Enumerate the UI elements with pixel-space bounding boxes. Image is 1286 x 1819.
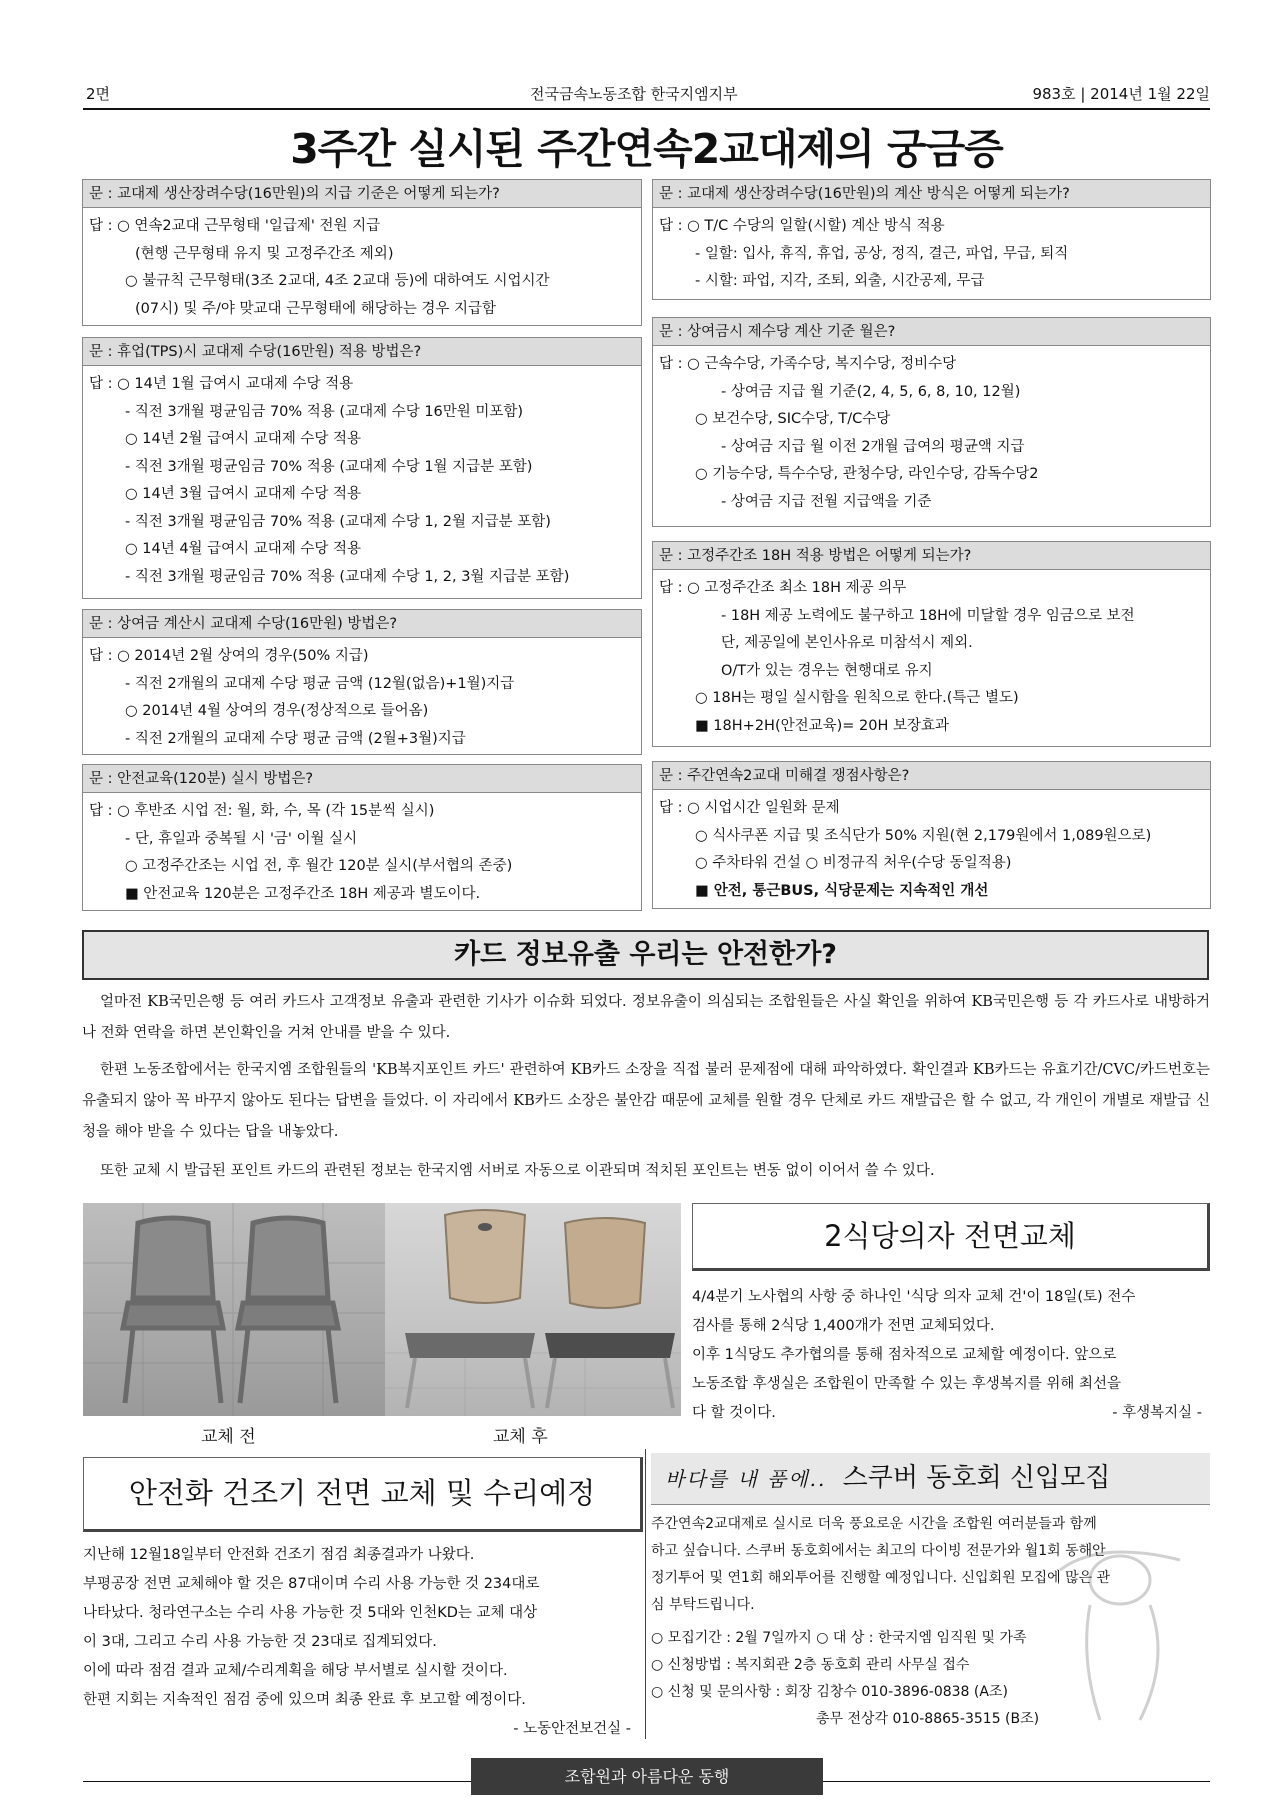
qa-box-right-2 [652, 317, 1211, 527]
answer-line: 답 : ○ 후반조 시업 전: 월, 화, 수, 목 (각 15분씩 실시) [89, 803, 435, 819]
chair-before-illustration [83, 1203, 385, 1416]
answer-line: - 직전 2개월의 교대제 수당 평균 금액 (2월+3월)지급 [125, 730, 466, 747]
chair-section-title: 2식당의자 전면교체 [692, 1203, 1210, 1271]
answer [83, 793, 641, 908]
shoe-line: 지난해 12월18일부터 안전화 건조기 점검 최종결과가 나왔다. [83, 1547, 475, 1563]
answer-line: ○ 고정주간조는 시업 전, 후 월간 120분 실시(부서협의 존중) [125, 858, 513, 874]
qa-box-left-3 [82, 609, 642, 755]
card-paragraph-3: 또한 교체 시 발급된 포인트 카드의 관련된 정보는 한국지엠 서버로 자동으로 이관되며 적치된 포인트는 변동 없이 이어서 쓸 수 있다. [100, 1163, 935, 1179]
scuba-detail: 총무 전상각 010-8865-3515 (B조) [816, 1711, 1040, 1727]
answer-line: 답 : ○ 2014년 2월 상여의 경우(50% 지급) [89, 648, 369, 664]
scuba-line: 정기투어 및 연1회 해외투어를 진행할 예정입니다. 신입회원 모집에 많은 관 [651, 1570, 1111, 1586]
answer-line: ○ 불규칙 근무형태(3조 2교대, 4조 2교대 등)에 대하여도 시업시간 [125, 273, 550, 289]
answer-line: ■ 18H+2H(안전교육)= 20H 보장효과 [695, 717, 950, 734]
chair-after-illustration [385, 1203, 681, 1416]
chair-signature: - 후생복지실 - [1112, 1405, 1202, 1421]
shoe-line: 부평공장 전면 교체해야 할 것은 87대이며 수리 사용 가능한 것 234대로 [83, 1576, 540, 1592]
caption-after: 교체 후 [493, 1427, 548, 1447]
shoe-line: 이 3대, 그리고 수리 사용 가능한 것 23대로 집계되었다. [83, 1634, 437, 1650]
shoe-section-title: 안전화 건조기 전면 교체 및 수리예정 [83, 1457, 643, 1532]
scuba-section-body [651, 1511, 1210, 1733]
answer-line: ○ 18H는 평일 실시함을 원칙으로 한다.(특근 별도) [695, 690, 1019, 706]
question: 문 : 고정주간조 18H 적용 방법은 어떻게 되는가? [653, 542, 1210, 570]
answer [653, 346, 1210, 516]
question: 문 : 교대제 생산장려수당(16만원)의 계산 방식은 어떻게 되는가? [653, 180, 1210, 208]
scuba-line: 주간연속2교대제로 실시로 더욱 풍요로운 시간을 조합원 여러분들과 함께 [651, 1516, 1097, 1532]
chair-line: 이후 1식당도 추가협의를 통해 점차적으로 교체할 예정이다. 앞으로 [692, 1347, 1117, 1363]
answer-line: - 직전 3개월 평균임금 70% 적용 (교대제 수당 1, 2월 지급분 포함) [125, 513, 551, 530]
issue-date: 983호 | 2014년 1월 22일 [1032, 85, 1210, 103]
chair-line: 검사를 통해 2식당 1,400개가 전면 교체되었다. [692, 1318, 995, 1334]
chair-before-photo [83, 1203, 385, 1416]
chair-line: 4/4분기 노사협의 사항 중 하나인 '식당 의자 교체 건'이 18일(토) 전수 [692, 1289, 1136, 1305]
scuba-section-title [651, 1453, 1210, 1505]
answer-line: ○ 14년 4월 급여시 교대제 수당 적용 [125, 541, 362, 557]
caption-before: 교체 전 [201, 1427, 256, 1447]
answer-line: - 일할: 입사, 휴직, 휴업, 공상, 정직, 결근, 파업, 무급, 퇴직 [695, 245, 1069, 262]
answer-line: 답 : ○ 시업시간 일원화 문제 [659, 800, 840, 816]
answer-line: ○ 14년 2월 급여시 교대제 수당 적용 [125, 431, 362, 447]
answer-line: - 상여금 지급 월 이전 2개월 급여의 평균액 지급 [721, 438, 1025, 455]
answer-line: - 단, 휴일과 중복될 시 '금' 이월 실시 [125, 830, 358, 847]
answer-line: - 상여금 지급 전월 지급액을 기준 [721, 493, 932, 510]
question: 문 : 휴업(TPS)시 교대제 수당(16만원) 적용 방법은? [83, 338, 641, 366]
card-paragraph-2: 한편 노동조합에서는 한국지엠 조합원들의 'KB복지포인트 카드' 관련하여 KB카드 소장을 직접 불러 문제점에 대해 파악하였다. 확인결과 KB카드는 유효기간/CVC/카드번호는 유출되지 않아 꼭 바꾸지 않아도 된다는 답변을 들었다. 이 자리에서 KB카드 소장은 불안감 때문에 교체를 원할 경우 단체로 카드 재발급은 할 수 없고, 각 개인이 개별로 재발급 신청을 해야 받을 수 있다는 답을 내놓았다. [82, 1062, 1210, 1140]
answer-line: ○ 기능수당, 특수수당, 관청수당, 라인수당, 감독수당2 [695, 466, 1039, 482]
shoe-line: 이에 따라 점검 결과 교체/수리계획을 해당 부서별로 실시할 것이다. [83, 1663, 508, 1679]
answer-line: (07시) 및 주/야 맞교대 근무형태에 해당하는 경우 지급함 [135, 300, 497, 317]
question: 문 : 교대제 생산장려수당(16만원)의 지급 기준은 어떻게 되는가? [83, 180, 641, 208]
shoe-line: 한편 지회는 지속적인 점검 중에 있으며 최종 완료 후 보고할 예정이다. [83, 1692, 526, 1708]
shoe-line: 나타났다. 청라연구소는 수리 사용 가능한 것 5대와 인천KD는 교체 대상 [83, 1605, 538, 1621]
answer-line: 답 : ○ 고정주간조 최소 18H 제공 의무 [659, 580, 907, 596]
scuba-line: 심 부탁드립니다. [651, 1597, 755, 1613]
answer-line: (현행 근무형태 유지 및 고정주간조 제외) [135, 245, 394, 262]
answer [83, 366, 641, 591]
page-number: 2면 [86, 85, 111, 103]
union-name: 전국금속노동조합 한국지엠지부 [530, 85, 738, 103]
card-section-title: 카드 정보유출 우리는 안전한가? [82, 930, 1209, 980]
answer [653, 570, 1210, 740]
answer-line: 단, 제공일에 본인사유로 미참석시 제외. [721, 635, 973, 651]
chair-after-photo [385, 1203, 681, 1416]
answer-line: - 직전 2개월의 교대제 수당 평균 금액 (12월(없음)+1월)지급 [125, 675, 515, 692]
answer-line: ○ 주차타워 건설 ○ 비정규직 처우(수당 동일적용) [695, 855, 1012, 871]
column-divider [645, 1449, 646, 1739]
answer-line: - 상여금 지급 월 기준(2, 4, 5, 6, 8, 10, 12월) [721, 383, 1021, 400]
answer-line: 답 : ○ 14년 1월 급여시 교대제 수당 적용 [89, 376, 354, 392]
question: 문 : 상여금 계산시 교대제 수당(16만원) 방법은? [83, 610, 641, 638]
card-paragraph-1: 얼마전 KB국민은행 등 여러 카드사 고객정보 유출과 관련한 기사가 이슈화 되었다. 정보유출이 의심되는 조합원들은 사실 확인을 위하여 KB국민은행 등 각 카드사로 내방하거나 전화 연락을 하면 본인확인을 거쳐 안내를 받을 수 있다. [82, 994, 1210, 1041]
answer-line: 답 : ○ T/C 수당의 일할(시할) 계산 방식 적용 [659, 218, 945, 234]
answer-line: ○ 식사쿠폰 지급 및 조식단가 50% 지원(현 2,179원에서 1,089원으로) [695, 827, 1152, 844]
qa-box-left-2 [82, 337, 642, 599]
answer-line: - 직전 3개월 평균임금 70% 적용 (교대제 수당 1월 지급분 포함) [125, 458, 533, 475]
answer [83, 208, 641, 323]
answer-line: - 직전 3개월 평균임금 70% 적용 (교대제 수당 1, 2, 3월 지급분 포함) [125, 568, 570, 585]
scuba-script-text: 바다를 내 품에.. [665, 1467, 827, 1491]
shoe-signature: - 노동안전보건실 - [513, 1721, 631, 1737]
answer [653, 790, 1210, 905]
answer-line: ○ 2014년 4월 상여의 경우(정상적으로 들어옴) [125, 703, 429, 719]
answer [83, 638, 641, 753]
answer-line: ■ 안전, 통근BUS, 식당문제는 지속적인 개선 [695, 882, 989, 899]
answer [653, 208, 1210, 296]
scuba-title-text: 스쿠버 동호회 신입모집 [842, 1463, 1111, 1493]
answer-line: ○ 보건수당, SIC수당, T/C수당 [695, 411, 891, 427]
chair-line: 다 할 것이다. [692, 1405, 776, 1421]
qa-box-left-4 [82, 764, 642, 911]
scuba-detail: ○ 신청방법 : 복지회관 2층 동호회 관리 사무실 접수 [651, 1657, 970, 1673]
qa-box-left-1 [82, 179, 642, 326]
page-title: 3주간 실시된 주간연속2교대제의 궁금증 [290, 125, 1003, 173]
answer-line: ■ 안전교육 120분은 고정주간조 18H 제공과 별도이다. [125, 885, 481, 902]
answer-line: O/T가 있는 경우는 현행대로 유지 [721, 662, 933, 679]
scuba-detail: ○ 신청 및 문의사항 : 회장 김창수 010-3896-0838 (A조) [651, 1684, 1008, 1700]
answer-line: 답 : ○ 근속수당, 가족수당, 복지수당, 정비수당 [659, 356, 957, 372]
shoe-section-body [83, 1541, 643, 1744]
answer-line: - 18H 제공 노력에도 불구하고 18H에 미달할 경우 임금으로 보전 [721, 607, 1135, 624]
qa-box-right-3 [652, 541, 1211, 747]
qa-box-right-4 [652, 761, 1211, 909]
answer-line: - 시할: 파업, 지각, 조퇴, 외출, 시간공제, 무급 [695, 273, 985, 289]
question: 문 : 주간연속2교대 미해결 쟁점사항은? [653, 762, 1210, 790]
question: 문 : 상여금시 제수당 계산 기준 월은? [653, 318, 1210, 346]
scuba-detail: ○ 모집기간 : 2월 7일까지 ○ 대 상 : 한국지엠 임직원 및 가족 [651, 1630, 1027, 1646]
footer-slogan: 조합원과 아름다운 동행 [471, 1758, 823, 1795]
chair-line: 노동조합 후생실은 조합원이 만족할 수 있는 후생복지를 위해 최선을 [692, 1376, 1122, 1392]
scuba-line: 하고 싶습니다. 스쿠버 동호회에서는 최고의 다이빙 전문가와 월1회 동해안 [651, 1543, 1106, 1559]
answer-line: ○ 14년 3월 급여시 교대제 수당 적용 [125, 486, 362, 502]
question: 문 : 안전교육(120분) 실시 방법은? [83, 765, 641, 793]
answer-line: 답 : ○ 연속2교대 근무형태 '일급제' 전원 지급 [89, 218, 381, 234]
chair-section-body [692, 1283, 1210, 1428]
answer-line: - 직전 3개월 평균임금 70% 적용 (교대제 수당 16만원 미포함) [125, 403, 524, 420]
header-divider [83, 108, 1210, 110]
qa-box-right-1 [652, 179, 1211, 300]
